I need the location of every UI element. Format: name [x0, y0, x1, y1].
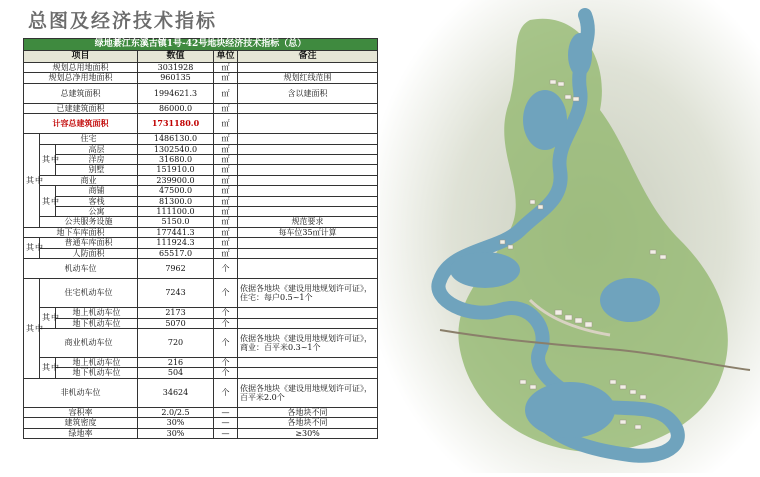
row-unit: — [214, 428, 238, 438]
row-note: 含以建面积 [238, 83, 378, 103]
row-note [238, 114, 378, 134]
row-unit: 个 [214, 318, 238, 328]
group-label: 其中 [24, 238, 40, 259]
row-value: 30% [138, 428, 214, 438]
row-value: 504 [138, 368, 214, 378]
row-item: 地上机动车位 [56, 308, 138, 318]
tech-indicator-table [23, 38, 378, 439]
row-unit: 个 [214, 357, 238, 367]
row-unit: — [214, 407, 238, 417]
header-unit: 单位 [214, 51, 238, 63]
row-item: 非机动车位 [24, 378, 138, 407]
row-note [238, 144, 378, 154]
row-note: 依据各地块《建设用地规划许可证》，住宅：每户0.5~1个 [238, 279, 378, 308]
table-row [24, 328, 378, 357]
row-item: 机动车位 [24, 259, 138, 279]
lake-south [525, 382, 615, 438]
table-row [24, 428, 378, 438]
row-item: 已建建筑面积 [24, 103, 138, 113]
row-value: 7962 [138, 259, 214, 279]
table-row [24, 418, 378, 428]
row-value: 1731180.0 [138, 114, 214, 134]
row-unit: 个 [214, 279, 238, 308]
table-row [24, 63, 378, 73]
table-row [24, 259, 378, 279]
row-unit: ㎡ [214, 114, 238, 134]
row-value: 30% [138, 418, 214, 428]
table-row [24, 83, 378, 103]
row-item: 商业机动车位 [40, 328, 138, 357]
row-item: 别墅 [56, 165, 138, 175]
row-value: 31680.0 [138, 155, 214, 165]
row-note [238, 103, 378, 113]
table-row [24, 165, 378, 175]
row-value: 65517.0 [138, 248, 214, 258]
row-note [238, 308, 378, 318]
table-title: 绿地綦江东溪古镇1号-42号地块经济技术指标（总） [24, 39, 378, 51]
row-note [238, 368, 378, 378]
row-value: 960135 [138, 73, 214, 83]
row-note [238, 357, 378, 367]
row-unit: ㎡ [214, 83, 238, 103]
group-label: 其中 [40, 144, 56, 175]
row-unit: ㎡ [214, 175, 238, 185]
row-unit: ㎡ [214, 248, 238, 258]
row-note [238, 155, 378, 165]
row-item: 高层 [56, 144, 138, 154]
row-item: 绿地率 [24, 428, 138, 438]
header-item: 项目 [24, 51, 138, 63]
row-value: 1994621.3 [138, 83, 214, 103]
row-note: 依据各地块《建设用地规划许可证》，百平米2.0个 [238, 378, 378, 407]
row-value: 1302540.0 [138, 144, 214, 154]
row-item: 商铺 [56, 186, 138, 196]
row-item: 公共服务设施 [40, 217, 138, 227]
row-value: 111100.0 [138, 207, 214, 217]
row-unit: 个 [214, 259, 238, 279]
table-row [24, 103, 378, 113]
row-unit: ㎡ [214, 207, 238, 217]
table-header-row [24, 51, 378, 63]
table-row [24, 318, 378, 328]
row-unit: ㎡ [214, 196, 238, 206]
table-row [24, 155, 378, 165]
table-row [24, 114, 378, 134]
row-note: 各地块不同 [238, 407, 378, 417]
table-row [24, 279, 378, 308]
row-item: 地上机动车位 [56, 357, 138, 367]
row-unit: ㎡ [214, 165, 238, 175]
row-unit: ㎡ [214, 238, 238, 248]
row-note: 各地块不同 [238, 418, 378, 428]
header-note: 备注 [238, 51, 378, 63]
lake-north [568, 33, 592, 77]
group-label: 其中 [40, 357, 56, 378]
row-note [238, 134, 378, 144]
row-value: 720 [138, 328, 214, 357]
table-row [24, 196, 378, 206]
master-plan-illustration [380, 0, 760, 473]
row-note [238, 207, 378, 217]
table-row [24, 134, 378, 144]
row-note [238, 165, 378, 175]
row-note [238, 248, 378, 258]
row-item: 公寓 [56, 207, 138, 217]
table-row [24, 175, 378, 185]
table-row [24, 407, 378, 417]
table-row [24, 368, 378, 378]
row-item: 客栈 [56, 196, 138, 206]
row-value: 7243 [138, 279, 214, 308]
row-value: 3031928 [138, 63, 214, 73]
row-unit: ㎡ [214, 155, 238, 165]
row-unit: 个 [214, 308, 238, 318]
row-item: 普通车库面积 [40, 238, 138, 248]
row-item: 地下车库面积 [24, 227, 138, 237]
row-item: 容积率 [24, 407, 138, 417]
row-item: 住宅 [40, 134, 138, 144]
row-item: 规划总净用地面积 [24, 73, 138, 83]
row-note [238, 318, 378, 328]
row-note [238, 259, 378, 279]
row-value: 34624 [138, 378, 214, 407]
row-note [238, 196, 378, 206]
table-row [24, 207, 378, 217]
row-note: 依据各地块《建设用地规划许可证》，商业：百平米0.3~1个 [238, 328, 378, 357]
row-note [238, 238, 378, 248]
master-plan-map [380, 0, 760, 473]
table-row [24, 227, 378, 237]
table-row [24, 217, 378, 227]
row-value: 86000.0 [138, 103, 214, 113]
row-note [238, 175, 378, 185]
group-label: 其中 [40, 308, 56, 329]
row-value: 5150.0 [138, 217, 214, 227]
row-unit: ㎡ [214, 63, 238, 73]
row-item: 总建筑面积 [24, 83, 138, 103]
row-value: 239900.0 [138, 175, 214, 185]
table-row [24, 238, 378, 248]
row-unit: ㎡ [214, 144, 238, 154]
row-note [238, 186, 378, 196]
row-unit: ㎡ [214, 134, 238, 144]
row-unit: ㎡ [214, 217, 238, 227]
row-item: 洋房 [56, 155, 138, 165]
row-unit: 个 [214, 368, 238, 378]
lake-east [600, 278, 660, 322]
row-note [238, 63, 378, 73]
row-value: 2173 [138, 308, 214, 318]
row-unit: 个 [214, 328, 238, 357]
row-value: 111924.3 [138, 238, 214, 248]
lake-west [450, 252, 520, 288]
row-note: 每车位35㎡计算 [238, 227, 378, 237]
row-unit: — [214, 418, 238, 428]
group-label: 其中 [24, 134, 40, 228]
table-row [24, 73, 378, 83]
row-value: 81300.0 [138, 196, 214, 206]
row-unit: ㎡ [214, 103, 238, 113]
table-row [24, 248, 378, 258]
row-item: 住宅机动车位 [40, 279, 138, 308]
row-value: 151910.0 [138, 165, 214, 175]
row-unit: ㎡ [214, 227, 238, 237]
row-note: 规划红线范围 [238, 73, 378, 83]
row-note: 规范要求 [238, 217, 378, 227]
row-item: 规划总用地面积 [24, 63, 138, 73]
table-row [24, 378, 378, 407]
table-row [24, 144, 378, 154]
table-row [24, 357, 378, 367]
tech-indicator-table-container [23, 38, 377, 472]
row-value: 1486130.0 [138, 134, 214, 144]
row-item: 商业 [40, 175, 138, 185]
table-row [24, 308, 378, 318]
row-value: 5070 [138, 318, 214, 328]
row-item: 人防面积 [40, 248, 138, 258]
row-item: 地下机动车位 [56, 368, 138, 378]
row-item: 建筑密度 [24, 418, 138, 428]
row-unit: 个 [214, 378, 238, 407]
group-label: 其中 [24, 279, 40, 379]
row-value: 47500.0 [138, 186, 214, 196]
page-title: 总图及经济技术指标 [28, 10, 218, 32]
row-item: 计容总建筑面积 [24, 114, 138, 134]
header-value: 数值 [138, 51, 214, 63]
row-unit: ㎡ [214, 73, 238, 83]
table-title-row [24, 39, 378, 51]
row-value: 216 [138, 357, 214, 367]
row-value: 177441.3 [138, 227, 214, 237]
group-label: 其中 [40, 186, 56, 217]
row-unit: ㎡ [214, 186, 238, 196]
row-value: 2.0/2.5 [138, 407, 214, 417]
table-row [24, 186, 378, 196]
row-note: ≥30% [238, 428, 378, 438]
lake-upper [523, 90, 567, 150]
row-item: 地下机动车位 [56, 318, 138, 328]
